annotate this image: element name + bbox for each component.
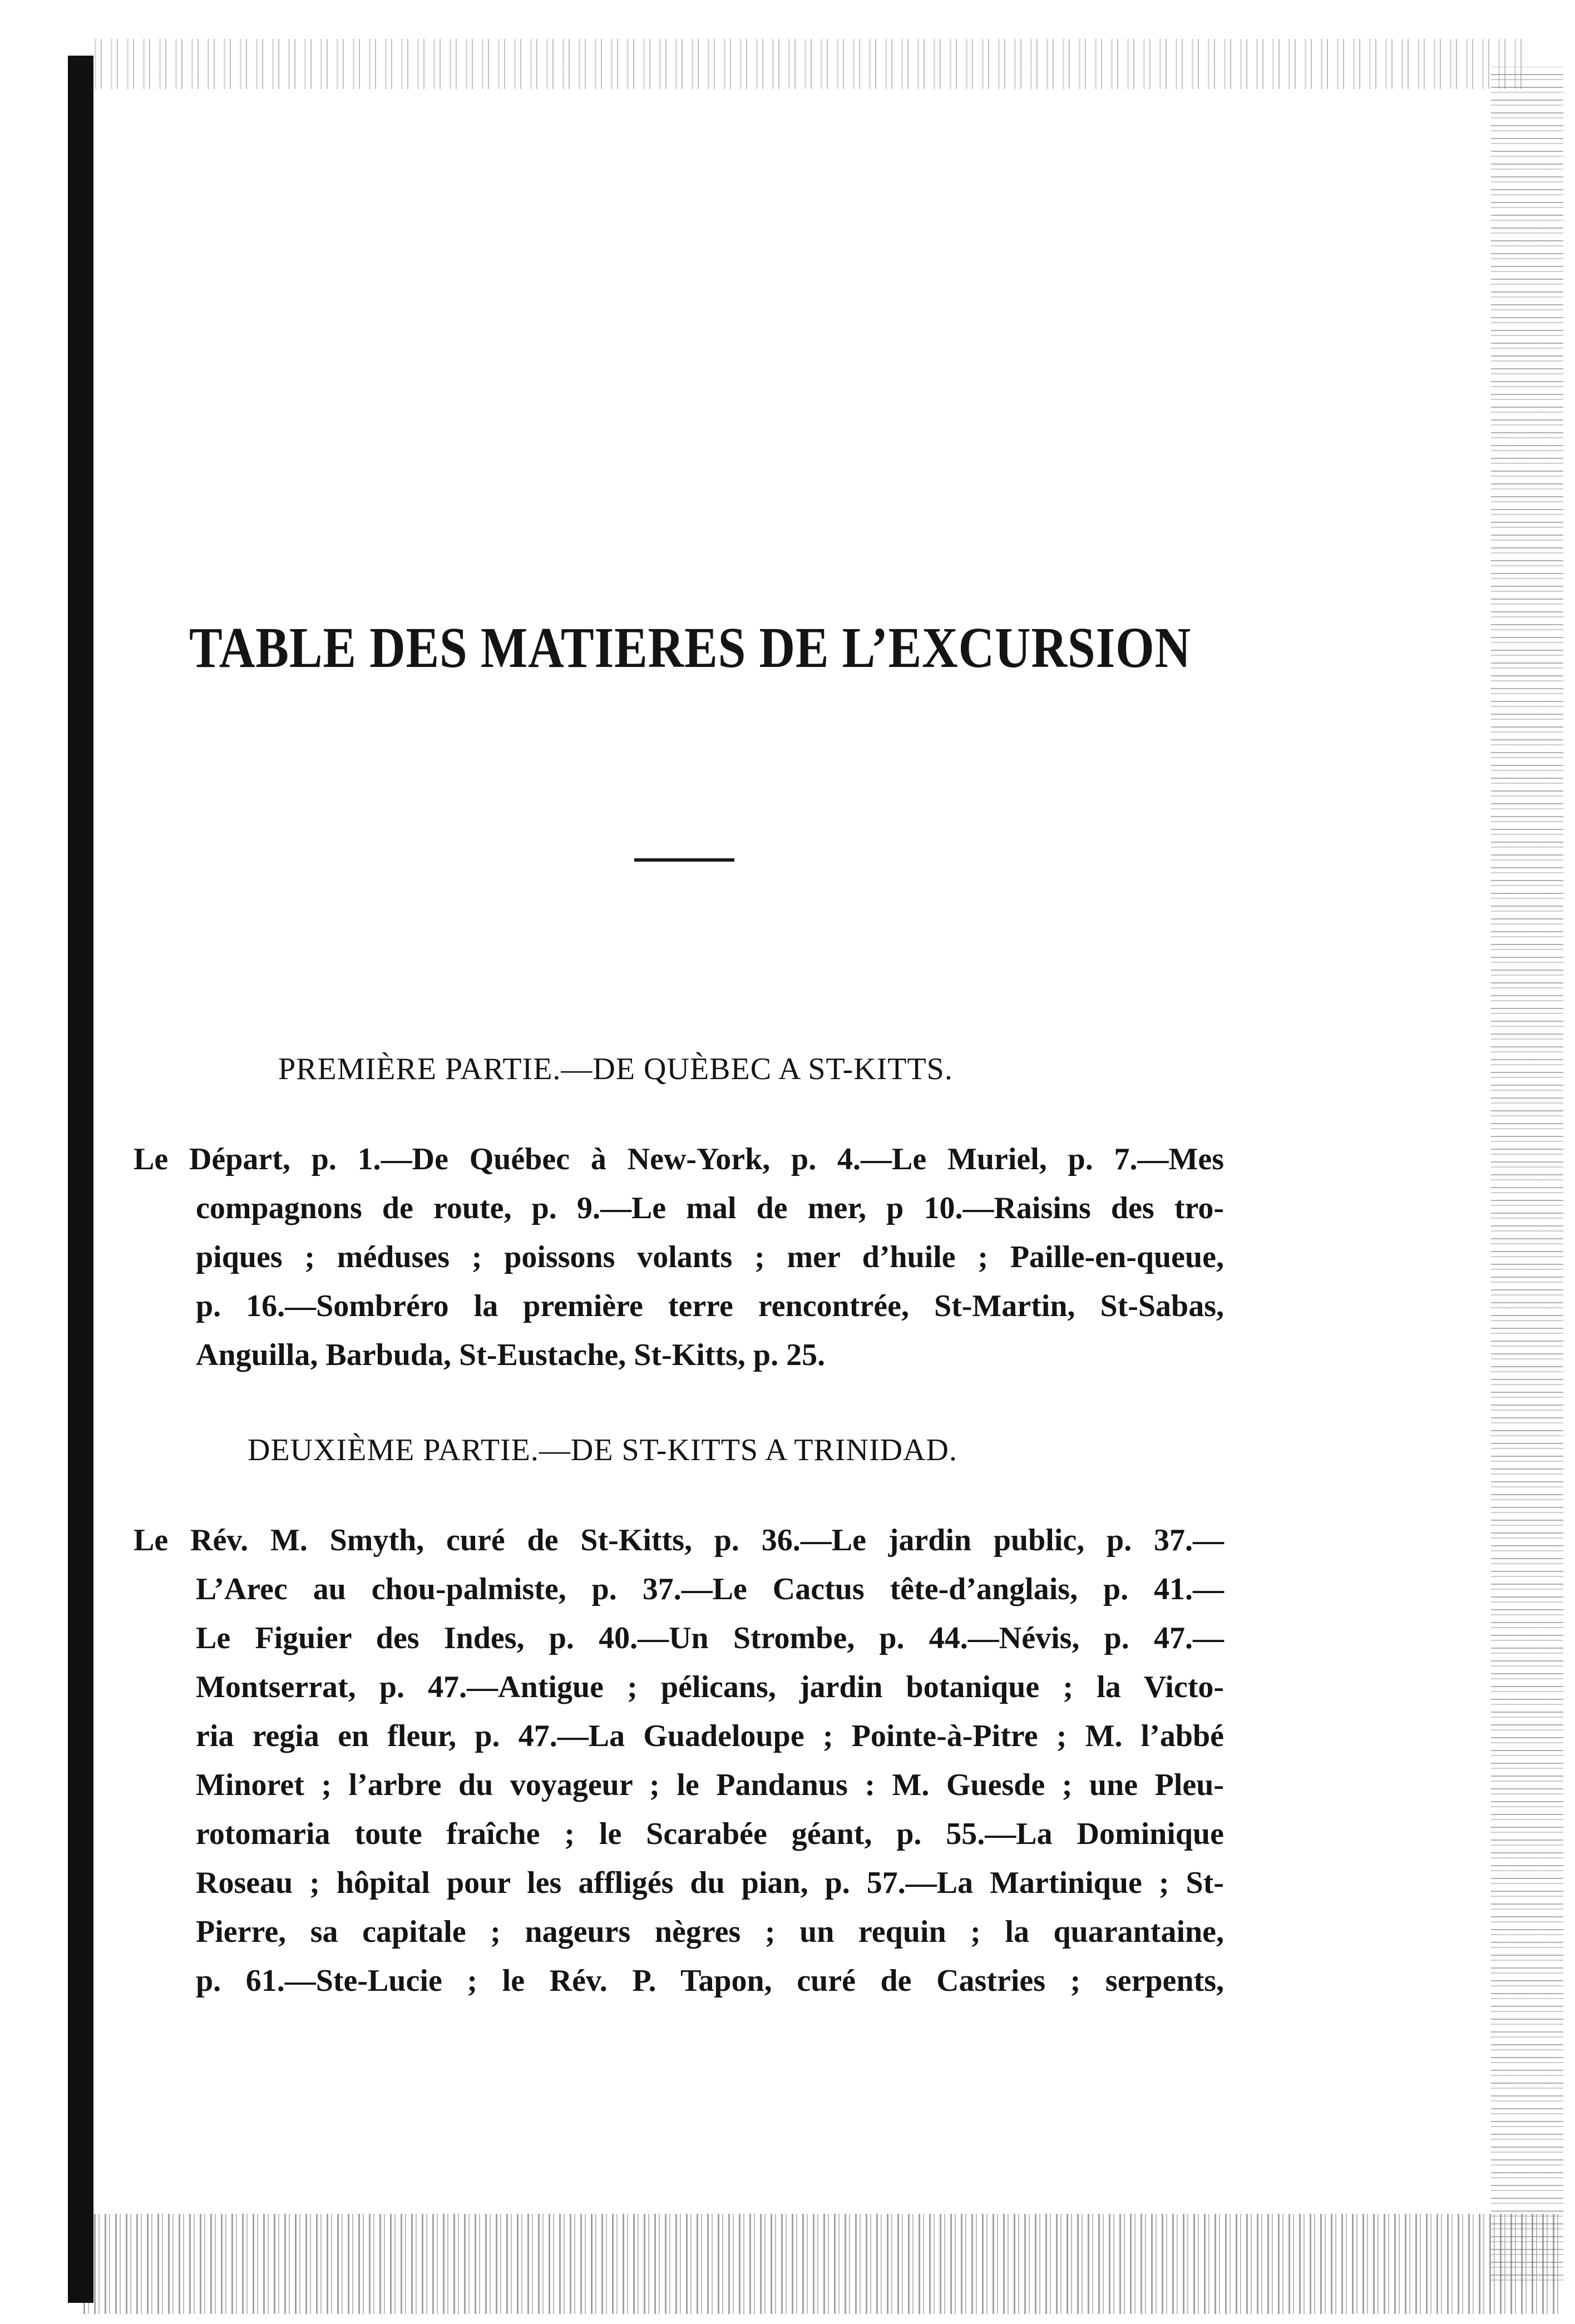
paragraph-line: Anguilla, Barbuda, St-Eustache, St-Kitts, p. 25.: [196, 1338, 826, 1372]
section-2-paragraph: [134, 1516, 1224, 2005]
book-spine-shadow: [68, 56, 93, 2303]
paragraph-line: p. 61.—Ste-Lucie ; le Rév. P. Tapon, curé de Castries ; serpents,: [196, 1964, 1224, 1998]
paragraph-line: Pierre, sa capitale ; nageurs nègres ; un requin ; la quarantaine,: [196, 1915, 1224, 1949]
paragraph-line: Le Départ, p. 1.—De Québec à New-York, p. 4.—Le Muriel, p. 7.—Mes: [134, 1142, 1224, 1176]
paragraph-line: rotomaria toute fraîche ; le Scarabée géant, p. 55.—La Dominique: [196, 1817, 1224, 1851]
section-1-paragraph: [134, 1135, 1224, 1379]
paragraph-line: Roseau ; hôpital pour les affligés du pian, p. 57.—La Martinique ; St-: [196, 1866, 1224, 1900]
paragraph-line: Le Figuier des Indes, p. 40.—Un Strombe, p. 44.—Névis, p. 47.—: [196, 1621, 1224, 1655]
paragraph-line: Minoret ; l’arbre du voyageur ; le Pandanus : M. Guesde ; une Pleu-: [196, 1768, 1224, 1802]
scan-edge-bottom: [83, 2214, 1563, 2314]
paragraph-line: piques ; méduses ; poissons volants ; mer d’huile ; Paille-en-queue,: [196, 1240, 1224, 1274]
section-heading-2: DEUXIÈME PARTIE.—DE ST-KITTS A TRINIDAD.: [248, 1433, 957, 1467]
paragraph-line: p. 16.—Sombréro la première terre rencontrée, St-Martin, St-Sabas,: [196, 1289, 1224, 1323]
section-heading-1: PREMIÈRE PARTIE.—DE QUÈBEC A ST-KITTS.: [278, 1052, 953, 1086]
title-divider: [634, 858, 734, 862]
scan-edge-top: [95, 39, 1530, 89]
paragraph-line: compagnons de route, p. 9.—Le mal de mer, p 10.—Raisins des tro-: [196, 1191, 1224, 1225]
page-title: TABLE DES MATIERES DE L’EXCURSION: [189, 616, 1192, 680]
paragraph-line: ria regia en fleur, p. 47.—La Guadeloupe ; Pointe-à-Pitre ; M. l’abbé: [196, 1719, 1224, 1753]
paragraph-line: L’Arec au chou-palmiste, p. 37.—Le Cactus tête-d’anglais, p. 41.—: [196, 1572, 1224, 1606]
paragraph-line: Montserrat, p. 47.—Antigue ; pélicans, jardin botanique ; la Victo-: [196, 1670, 1224, 1704]
scan-edge-right: [1491, 67, 1563, 2281]
paragraph-line: Le Rév. M. Smyth, curé de St-Kitts, p. 36.—Le jardin public, p. 37.—: [134, 1523, 1224, 1557]
